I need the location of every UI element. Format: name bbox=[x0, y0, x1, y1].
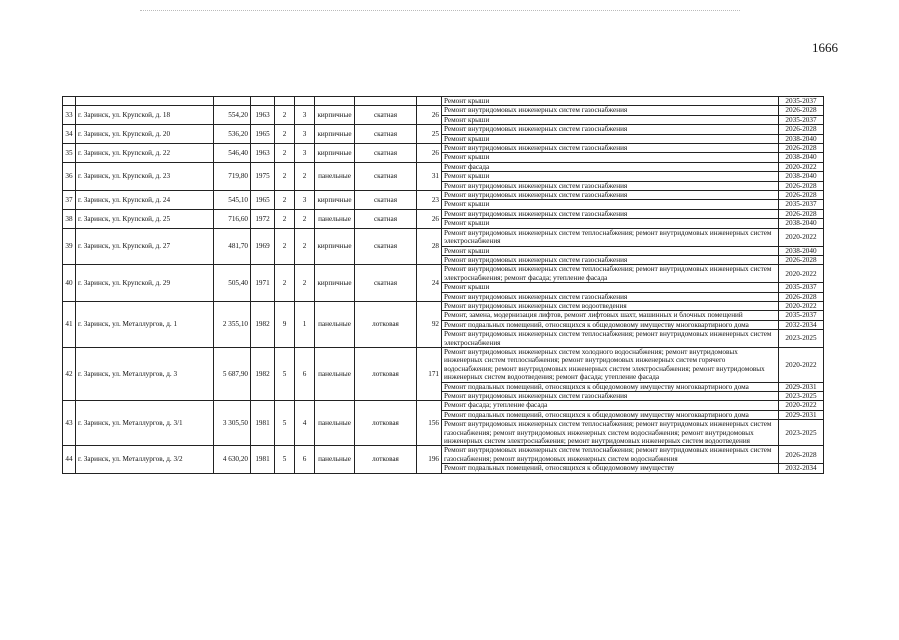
work-description-cell: Ремонт фасада; утепление фасада bbox=[442, 401, 779, 410]
wall-material-cell: кирпичные bbox=[315, 265, 355, 302]
work-description-cell: Ремонт внутридомовых инженерных систем газоснабжения bbox=[442, 392, 779, 401]
entrances-cell: 6 bbox=[295, 446, 315, 473]
work-description-cell: Ремонт подвальных помещений, относящихся к общедомовому имуществу bbox=[442, 464, 779, 473]
work-period-cell: 2026-2028 bbox=[779, 292, 824, 301]
year-built-cell: 1981 bbox=[251, 401, 275, 446]
address-cell: г. Заринск, ул. Крупской, д. 18 bbox=[76, 106, 214, 125]
wall-material-cell: кирпичные bbox=[315, 106, 355, 125]
work-period-cell: 2035-2037 bbox=[779, 311, 824, 320]
address-cell: г. Заринск, ул. Крупской, д. 20 bbox=[76, 125, 214, 144]
wall-material-cell: кирпичные bbox=[315, 125, 355, 144]
work-description-cell: Ремонт внутридомовых инженерных систем газоснабжения bbox=[442, 181, 779, 190]
work-description-cell: Ремонт подвальных помещений, относящихся к общедомовому имуществу многоквартирного дома bbox=[442, 382, 779, 391]
entrances-cell: 4 bbox=[295, 401, 315, 446]
entrances-cell: 1 bbox=[295, 301, 315, 347]
work-period-cell: 2032-2034 bbox=[779, 320, 824, 329]
year-built-cell: 1971 bbox=[251, 265, 275, 302]
floors-cell: 5 bbox=[275, 446, 295, 473]
work-period-cell: 2035-2037 bbox=[779, 97, 824, 106]
apartments-cell: 171 bbox=[417, 347, 442, 400]
table-row bbox=[63, 401, 824, 410]
year-built-cell: 1965 bbox=[251, 191, 275, 210]
table-row bbox=[63, 265, 824, 283]
wall-material-cell: панельные bbox=[315, 209, 355, 228]
work-period-cell: 2038-2040 bbox=[779, 219, 824, 228]
work-description-cell: Ремонт внутридомовых инженерных систем газоснабжения bbox=[442, 209, 779, 218]
work-period-cell: 2035-2037 bbox=[779, 115, 824, 124]
work-description-cell: Ремонт крыши bbox=[442, 97, 779, 106]
work-description-cell: Ремонт внутридомовых инженерных систем теплоснабжения; ремонт внутридомовых инженерных систем электроснабжения; ремонт фасада; утепление фасада bbox=[442, 265, 779, 283]
area-cell: 3 305,50 bbox=[214, 401, 251, 446]
floors-cell: 2 bbox=[275, 209, 295, 228]
entrances-cell: 3 bbox=[295, 144, 315, 163]
address-cell: г. Заринск, ул. Металлургов, д. 3/2 bbox=[76, 446, 214, 473]
apartments-cell bbox=[417, 97, 442, 106]
work-description-cell: Ремонт внутридомовых инженерных систем газоснабжения bbox=[442, 144, 779, 153]
work-description-cell: Ремонт внутридомовых инженерных систем холодного водоснабжения; ремонт внутридомовых инженерных систем теплоснабжения; ремонт внутридомовых инженерных систем горячего водоснабжения; ремонт внутридомовых инженерных систем электроснабжения; ремонт внутридомовых инженерных систем водоотведения; ремонт фасада; утепление фасада bbox=[442, 347, 779, 382]
work-period-cell: 2026-2028 bbox=[779, 209, 824, 218]
wall-material-cell: кирпичные bbox=[315, 191, 355, 210]
floors-cell: 2 bbox=[275, 162, 295, 190]
floors-cell: 2 bbox=[275, 106, 295, 125]
work-period-cell: 2038-2040 bbox=[779, 172, 824, 181]
address-cell bbox=[76, 97, 214, 106]
work-description-cell: Ремонт внутридомовых инженерных систем газоснабжения bbox=[442, 292, 779, 301]
work-description-cell: Ремонт внутридомовых инженерных систем газоснабжения bbox=[442, 255, 779, 264]
house-number-cell: 42 bbox=[63, 347, 76, 400]
address-cell: г. Заринск, ул. Металлургов, д. 3/1 bbox=[76, 401, 214, 446]
work-description-cell: Ремонт внутридомовых инженерных систем газоснабжения bbox=[442, 125, 779, 134]
table-row bbox=[63, 162, 824, 171]
address-cell: г. Заринск, ул. Крупской, д. 25 bbox=[76, 209, 214, 228]
apartments-cell: 196 bbox=[417, 446, 442, 473]
work-period-cell: 2026-2028 bbox=[779, 191, 824, 200]
apartments-cell: 26 bbox=[417, 144, 442, 163]
work-period-cell: 2026-2028 bbox=[779, 144, 824, 153]
work-description-cell: Ремонт крыши bbox=[442, 172, 779, 181]
work-period-cell: 2020-2022 bbox=[779, 265, 824, 283]
work-description-cell: Ремонт внутридомовых инженерных систем газоснабжения bbox=[442, 106, 779, 115]
floors-cell: 2 bbox=[275, 125, 295, 144]
house-number-cell: 41 bbox=[63, 301, 76, 347]
work-period-cell: 2020-2022 bbox=[779, 347, 824, 382]
year-built-cell: 1963 bbox=[251, 144, 275, 163]
house-number-cell: 38 bbox=[63, 209, 76, 228]
work-period-cell: 2029-2031 bbox=[779, 382, 824, 391]
table-row bbox=[63, 97, 824, 106]
table-body bbox=[63, 97, 824, 474]
roof-type-cell: скатная bbox=[355, 191, 417, 210]
apartments-cell: 92 bbox=[417, 301, 442, 347]
floors-cell: 5 bbox=[275, 401, 295, 446]
work-description-cell: Ремонт подвальных помещений, относящихся к общедомовому имуществу многоквартирного дома bbox=[442, 320, 779, 329]
year-built-cell: 1981 bbox=[251, 446, 275, 473]
work-description-cell: Ремонт внутридомовых инженерных систем водоотведения bbox=[442, 301, 779, 310]
entrances-cell: 2 bbox=[295, 162, 315, 190]
work-period-cell: 2038-2040 bbox=[779, 153, 824, 162]
house-number-cell: 36 bbox=[63, 162, 76, 190]
roof-type-cell: лотковая bbox=[355, 301, 417, 347]
area-cell: 719,80 bbox=[214, 162, 251, 190]
roof-type-cell: скатная bbox=[355, 106, 417, 125]
area-cell: 536,20 bbox=[214, 125, 251, 144]
work-period-cell: 2038-2040 bbox=[779, 246, 824, 255]
area-cell: 546,40 bbox=[214, 144, 251, 163]
table-row bbox=[63, 228, 824, 246]
address-cell: г. Заринск, ул. Крупской, д. 22 bbox=[76, 144, 214, 163]
work-description-cell: Ремонт внутридомовых инженерных систем теплоснабжения; ремонт внутридомовых инженерных систем электроснабжения bbox=[442, 330, 779, 348]
table-row bbox=[63, 301, 824, 310]
table-row bbox=[63, 106, 824, 115]
floors-cell: 2 bbox=[275, 144, 295, 163]
entrances-cell: 3 bbox=[295, 106, 315, 125]
apartments-cell: 31 bbox=[417, 162, 442, 190]
work-description-cell: Ремонт внутридомовых инженерных систем теплоснабжения; ремонт внутридомовых инженерных систем газоснабжения; ремонт внутридомовых инженерных систем водоснабжения; ремонт внутридомовых инженерных систем электроснабжения; ремонт внутридомовых инженерных систем водоотведения bbox=[442, 420, 779, 446]
wall-material-cell: панельные bbox=[315, 347, 355, 400]
year-built-cell: 1972 bbox=[251, 209, 275, 228]
roof-type-cell: лотковая bbox=[355, 347, 417, 400]
entrances-cell: 2 bbox=[295, 265, 315, 302]
wall-material-cell bbox=[315, 97, 355, 106]
table-row bbox=[63, 144, 824, 153]
address-cell: г. Заринск, ул. Металлургов, д. 3 bbox=[76, 347, 214, 400]
roof-type-cell: лотковая bbox=[355, 446, 417, 473]
entrances-cell: 6 bbox=[295, 347, 315, 400]
area-cell: 505,40 bbox=[214, 265, 251, 302]
wall-material-cell: кирпичные bbox=[315, 144, 355, 163]
area-cell: 2 355,10 bbox=[214, 301, 251, 347]
area-cell: 5 687,90 bbox=[214, 347, 251, 400]
work-period-cell: 2023-2025 bbox=[779, 330, 824, 348]
work-period-cell: 2038-2040 bbox=[779, 134, 824, 143]
house-number-cell: 43 bbox=[63, 401, 76, 446]
floors-cell: 2 bbox=[275, 191, 295, 210]
roof-type-cell bbox=[355, 97, 417, 106]
work-description-cell: Ремонт фасада bbox=[442, 162, 779, 171]
floors-cell: 5 bbox=[275, 347, 295, 400]
area-cell: 4 630,20 bbox=[214, 446, 251, 473]
work-description-cell: Ремонт подвальных помещений, относящихся к общедомовому имуществу многоквартирного дома bbox=[442, 410, 779, 419]
entrances-cell bbox=[295, 97, 315, 106]
entrances-cell: 3 bbox=[295, 125, 315, 144]
work-period-cell: 2023-2025 bbox=[779, 392, 824, 401]
work-period-cell: 2035-2037 bbox=[779, 283, 824, 292]
year-built-cell bbox=[251, 97, 275, 106]
house-number-cell: 39 bbox=[63, 228, 76, 265]
work-period-cell: 2020-2022 bbox=[779, 228, 824, 246]
table-row bbox=[63, 347, 824, 382]
entrances-cell: 2 bbox=[295, 209, 315, 228]
year-built-cell: 1982 bbox=[251, 301, 275, 347]
work-period-cell: 2029-2031 bbox=[779, 410, 824, 419]
table-row bbox=[63, 446, 824, 464]
work-description-cell: Ремонт крыши bbox=[442, 219, 779, 228]
roof-type-cell: скатная bbox=[355, 144, 417, 163]
table-row bbox=[63, 209, 824, 218]
area-cell: 716,60 bbox=[214, 209, 251, 228]
area-cell: 545,10 bbox=[214, 191, 251, 210]
apartments-cell: 26 bbox=[417, 209, 442, 228]
house-number-cell: 33 bbox=[63, 106, 76, 125]
work-description-cell: Ремонт крыши bbox=[442, 134, 779, 143]
address-cell: г. Заринск, ул. Крупской, д. 27 bbox=[76, 228, 214, 265]
wall-material-cell: панельные bbox=[315, 446, 355, 473]
year-built-cell: 1969 bbox=[251, 228, 275, 265]
entrances-cell: 2 bbox=[295, 228, 315, 265]
apartments-cell: 25 bbox=[417, 125, 442, 144]
house-number-cell: 40 bbox=[63, 265, 76, 302]
wall-material-cell: панельные bbox=[315, 301, 355, 347]
work-period-cell: 2020-2022 bbox=[779, 162, 824, 171]
roof-type-cell: скатная bbox=[355, 265, 417, 302]
roof-type-cell: скатная bbox=[355, 228, 417, 265]
work-description-cell: Ремонт внутридомовых инженерных систем газоснабжения bbox=[442, 191, 779, 200]
address-cell: г. Заринск, ул. Крупской, д. 23 bbox=[76, 162, 214, 190]
roof-type-cell: скатная bbox=[355, 125, 417, 144]
work-period-cell: 2032-2034 bbox=[779, 464, 824, 473]
house-number-cell: 34 bbox=[63, 125, 76, 144]
repair-schedule-table bbox=[62, 96, 824, 474]
work-description-cell: Ремонт внутридомовых инженерных систем теплоснабжения; ремонт внутридомовых инженерных систем электроснабжения bbox=[442, 228, 779, 246]
roof-type-cell: скатная bbox=[355, 209, 417, 228]
roof-type-cell: лотковая bbox=[355, 401, 417, 446]
table-row bbox=[63, 191, 824, 200]
work-period-cell: 2026-2028 bbox=[779, 125, 824, 134]
work-description-cell: Ремонт крыши bbox=[442, 283, 779, 292]
house-number-cell bbox=[63, 97, 76, 106]
scan-artifact-line bbox=[140, 10, 740, 12]
work-description-cell: Ремонт внутридомовых инженерных систем теплоснабжения; ремонт внутридомовых инженерных систем газоснабжения; ремонт внутридомовых инженерных систем водоснабжения bbox=[442, 446, 779, 464]
floors-cell: 2 bbox=[275, 228, 295, 265]
work-period-cell: 2026-2028 bbox=[779, 181, 824, 190]
house-number-cell: 37 bbox=[63, 191, 76, 210]
apartments-cell: 28 bbox=[417, 228, 442, 265]
page-number: 1666 bbox=[812, 40, 838, 55]
floors-cell: 9 bbox=[275, 301, 295, 347]
apartments-cell: 156 bbox=[417, 401, 442, 446]
work-period-cell: 2035-2037 bbox=[779, 200, 824, 209]
area-cell bbox=[214, 97, 251, 106]
work-description-cell: Ремонт крыши bbox=[442, 200, 779, 209]
floors-cell: 2 bbox=[275, 265, 295, 302]
work-description-cell: Ремонт крыши bbox=[442, 153, 779, 162]
year-built-cell: 1975 bbox=[251, 162, 275, 190]
table-row bbox=[63, 125, 824, 134]
house-number-cell: 35 bbox=[63, 144, 76, 163]
work-period-cell: 2020-2022 bbox=[779, 301, 824, 310]
work-description-cell: Ремонт, замена, модернизация лифтов, ремонт лифтовых шахт, машинных и блочных помещений bbox=[442, 311, 779, 320]
work-description-cell: Ремонт крыши bbox=[442, 246, 779, 255]
year-built-cell: 1965 bbox=[251, 125, 275, 144]
work-description-cell: Ремонт крыши bbox=[442, 115, 779, 124]
year-built-cell: 1982 bbox=[251, 347, 275, 400]
address-cell: г. Заринск, ул. Крупской, д. 24 bbox=[76, 191, 214, 210]
work-period-cell: 2026-2028 bbox=[779, 106, 824, 115]
wall-material-cell: панельные bbox=[315, 401, 355, 446]
wall-material-cell: панельные bbox=[315, 162, 355, 190]
work-period-cell: 2020-2022 bbox=[779, 401, 824, 410]
work-period-cell: 2026-2028 bbox=[779, 255, 824, 264]
work-period-cell: 2026-2028 bbox=[779, 446, 824, 464]
floors-cell bbox=[275, 97, 295, 106]
year-built-cell: 1963 bbox=[251, 106, 275, 125]
area-cell: 554,20 bbox=[214, 106, 251, 125]
wall-material-cell: кирпичные bbox=[315, 228, 355, 265]
address-cell: г. Заринск, ул. Металлургов, д. 1 bbox=[76, 301, 214, 347]
roof-type-cell: скатная bbox=[355, 162, 417, 190]
address-cell: г. Заринск, ул. Крупской, д. 29 bbox=[76, 265, 214, 302]
area-cell: 481,70 bbox=[214, 228, 251, 265]
house-number-cell: 44 bbox=[63, 446, 76, 473]
apartments-cell: 24 bbox=[417, 265, 442, 302]
apartments-cell: 23 bbox=[417, 191, 442, 210]
apartments-cell: 26 bbox=[417, 106, 442, 125]
entrances-cell: 3 bbox=[295, 191, 315, 210]
work-period-cell: 2023-2025 bbox=[779, 420, 824, 446]
